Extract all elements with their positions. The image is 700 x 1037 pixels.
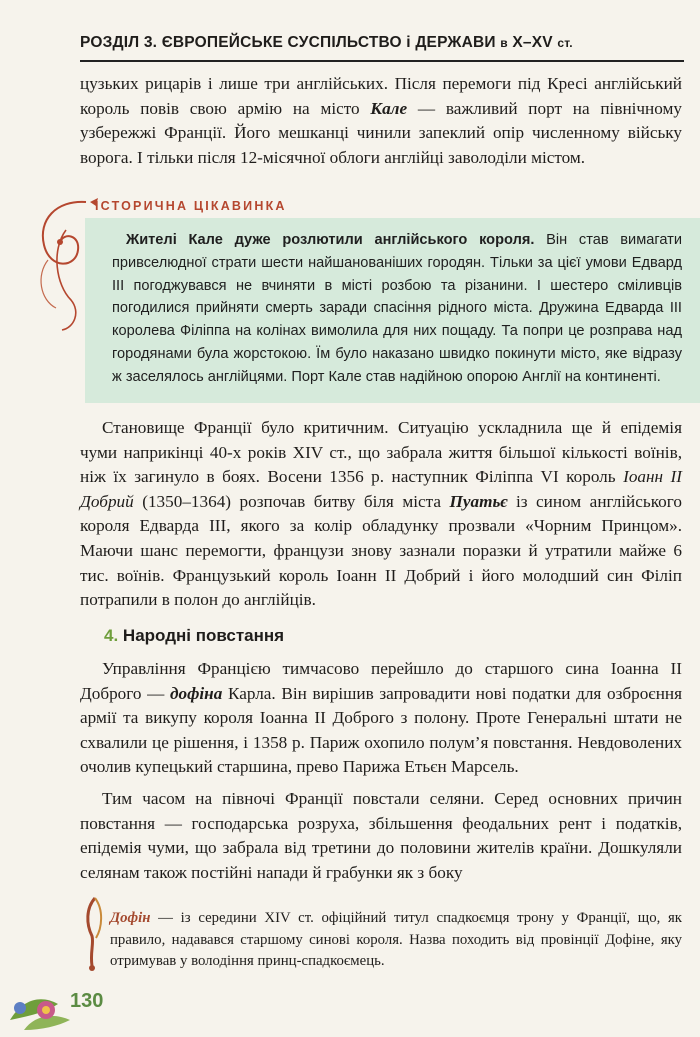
fact-box-text	[112, 229, 682, 389]
page-number: 130	[70, 990, 104, 1012]
section-number: 4.	[104, 626, 119, 645]
chapter-title: ЄВРОПЕЙСЬКЕ СУСПІЛЬСТВО і ДЕРЖАВИ	[161, 34, 496, 51]
fact-box-body: Він став вимагати привселюдної страти шести найшанованіших городян. Тільки за цієї умови Едвард III погоджувався не вчиняти в місті розбою та різанини. І шестеро сміливців погодилися прийняти смерть заради спасіння рідного міста. Дружина Едварда III королева Філіппа на колінах вимолила для них пощаду. Та попри це розправа над городянами була жорстокою. Їм було наказано швидко покинути місто, яке відразу ж заселялось англійцями. Порт Кале став надійною опорою Англії на континенті.	[112, 232, 682, 385]
calais-term: Кале	[370, 98, 408, 118]
fact-box-lead: Жителі Кале дуже розлютили англійського короля.	[126, 232, 535, 248]
flower-ornament-icon	[0, 960, 80, 1037]
dauphin-definition-note	[110, 908, 682, 973]
period: X–XV	[512, 34, 553, 51]
quill-icon	[82, 894, 108, 974]
paragraph-peasant-uprising	[80, 787, 682, 885]
intro-paragraph	[80, 72, 682, 170]
paragraph3-part-b: Карла. Він вирішив запровадити нові податки для озброєння армії та викупу короля Іоанна II Доброго з полону. Проте Генеральні штати не схвалили це рішення, і 1358 р. Париж охопило полум’я повстання. Невдоволених очолив купецький старшина, прево Парижа Етьєн Марсель.	[80, 683, 682, 777]
page-header	[80, 34, 680, 52]
paragraph3-part-a: Управління Францією тимчасово перейшло до старшого сина Іоанна II Доброго —	[80, 659, 682, 703]
section-title: Народні повстання	[122, 626, 285, 645]
intro-text-after: — важливий порт на північному узбережжі Франції. Його мешканці чинили запеклий опір численному війську ворога. І тільки після 12-місячної облоги англійці заволоділи містом.	[80, 98, 682, 167]
paragraph2-part-c: із сином англійського короля Едварда III, якого за колір обладунку прозвали «Чорним Принцом». Маючи шанс перемогти, французи знову зазнали поразки й утратили майже 6 тис. воїнів. Французький король Іоанн II Добрий і його молодший син Філіп потрапили в полон до англійців.	[80, 491, 682, 610]
poitiers-term: Пуатьє	[449, 491, 508, 511]
fact-box-label: ІСТОРИЧНА ЦІКАВИНКА	[95, 199, 287, 213]
section-heading	[104, 626, 284, 646]
dauphin-term: дофіна	[169, 683, 223, 703]
chapter-label: РОЗДІЛ 3.	[80, 34, 158, 51]
period-suffix: ст.	[557, 36, 573, 50]
paragraph-france-crisis	[80, 416, 682, 613]
paragraph-dauphin	[80, 657, 682, 780]
note-term: Дофін	[110, 910, 151, 926]
paragraph2-part-a: Становище Франції було критичним. Ситуацію ускладнила ще й епідемія чуми наприкінці 40-х років XIV ст., що забрала життя більшої кількості воїнів, ніж їх загинуло в боях. Восени 1356 р. наступник Філіппа VI король	[80, 418, 682, 487]
intro-text-before: цузьких рицарів і лише три англійських. Після перемоги під Кресі англійський король повів свою армію на місто	[80, 74, 682, 118]
paragraph2-part-b: (1350–1364) розпочав битву біля міста	[133, 491, 450, 511]
period-prefix: в	[500, 36, 508, 50]
paragraph4-text: Тим часом на півночі Франції повстали селяни. Серед основних причин повстання — господарська розруха, збільшення феодальних рент і податків, епідемія чуми, що забрала від третини до половини жителів країни. Дошкуляли селянам також постійні напади й грабунки як з боку	[80, 789, 682, 882]
king-john-term: Іоанн II Добрий	[80, 467, 682, 511]
header-divider	[80, 60, 684, 62]
note-definition: — із середини XIV ст. офіційний титул спадкоємця трону у Франції, що, як правило, надавався старшому синові короля. Назва походить від провінції Дофіне, яку отримував у володіння принц-спадкоємець.	[110, 910, 682, 969]
